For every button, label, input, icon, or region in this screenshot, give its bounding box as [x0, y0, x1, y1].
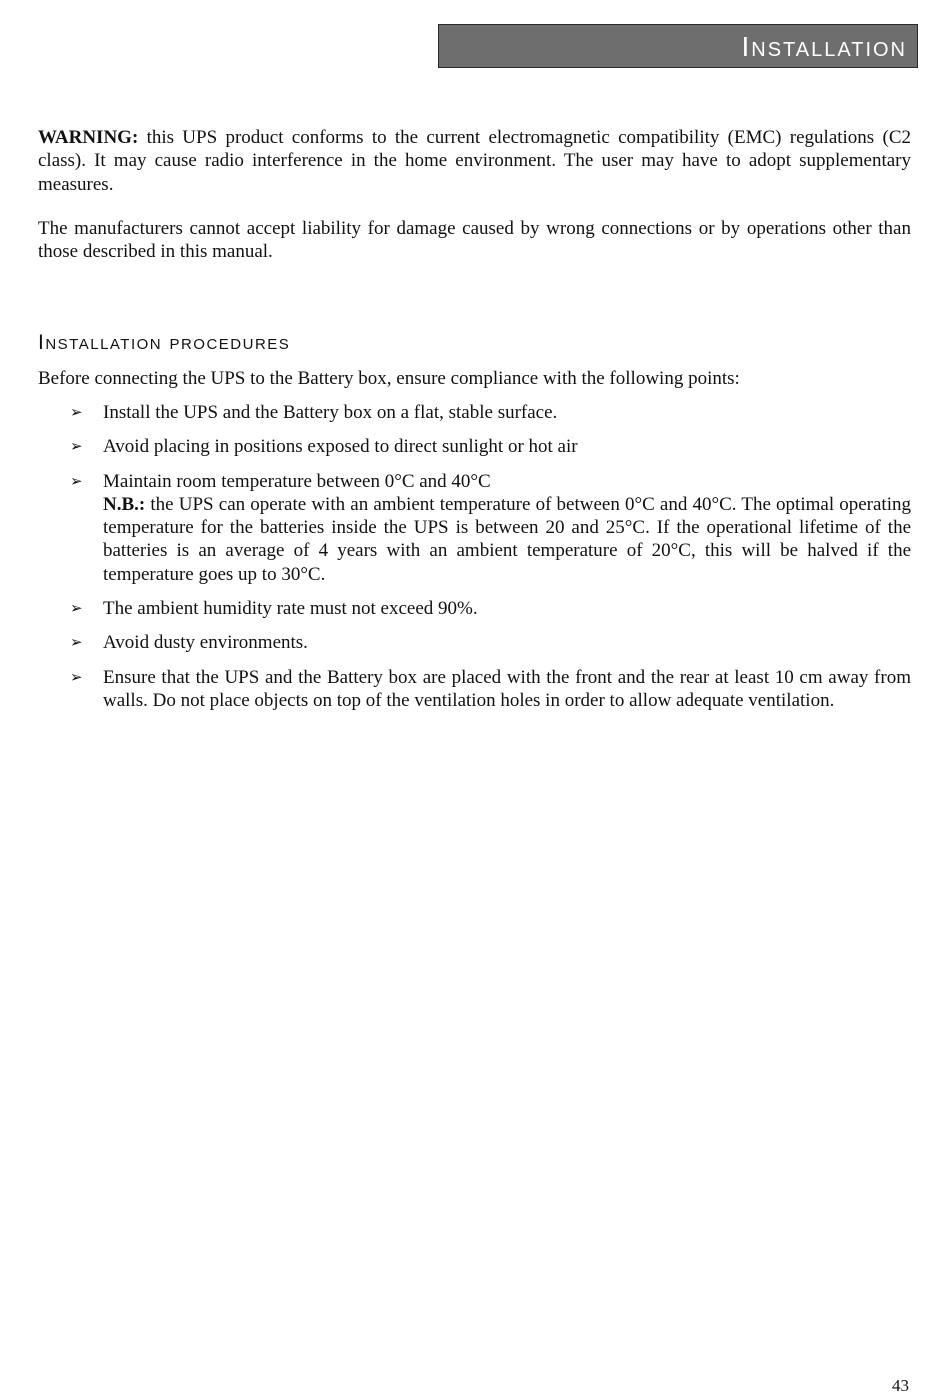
page-number: 43 [892, 1376, 909, 1395]
section-heading: Installation procedures [38, 331, 291, 355]
note-label: N.B.: [103, 493, 146, 515]
section-header-title: Installation [741, 31, 907, 62]
page-content [38, 126, 911, 723]
list-item [38, 435, 911, 458]
arrow-bullet-icon: ➢ [70, 633, 83, 652]
list-item [38, 401, 911, 424]
arrow-bullet-icon: ➢ [70, 471, 83, 490]
warning-text: this UPS product conforms to the current electromagnetic compatibility (EMC) regulations (C2 class). It may cause radio interference in the home environment. The user may have to adopt supplementary measures. [38, 127, 911, 195]
list-item-text: Install the UPS and the Battery box on a flat, stable surface. [103, 401, 558, 423]
warning-paragraph [38, 126, 911, 196]
list-item [38, 470, 911, 586]
warning-label: WARNING: [38, 127, 139, 148]
list-item [38, 597, 911, 620]
section-intro: Before connecting the UPS to the Battery box, ensure compliance with the following points: [38, 367, 740, 389]
list-item [38, 666, 911, 713]
liability-paragraph: The manufacturers cannot accept liability for damage caused by wrong connections or by operations other than those described in this manual. [38, 217, 911, 263]
arrow-bullet-icon: ➢ [70, 437, 83, 456]
list-item [38, 631, 911, 654]
section-header-box [438, 24, 918, 68]
procedure-list [38, 401, 911, 712]
arrow-bullet-icon: ➢ [70, 667, 83, 686]
list-item-text: Avoid dusty environments. [103, 632, 308, 654]
list-item-text: The ambient humidity rate must not exceed 90%. [103, 598, 478, 620]
list-item-text: Avoid placing in positions exposed to direct sunlight or hot air [103, 436, 578, 458]
list-item-text: Ensure that the UPS and the Battery box are placed with the front and the rear at least 10 cm away from walls. Do not place objects on top of the ventilation holes in order to allow adequate ventilation. [103, 666, 911, 711]
note-text: the UPS can operate with an ambient temperature of between 0°C and 40°C. The optimal operating temperature for the batteries inside the UPS is between 20 and 25°C. If the operational lifetime of the batteries is an average of 4 years with an ambient temperature of 20°C, this will be halved if the temperature goes up to 30°C. [103, 493, 911, 585]
arrow-bullet-icon: ➢ [70, 402, 83, 421]
arrow-bullet-icon: ➢ [70, 599, 83, 618]
list-item-text: Maintain room temperature between 0°C and 40°C [103, 470, 491, 492]
